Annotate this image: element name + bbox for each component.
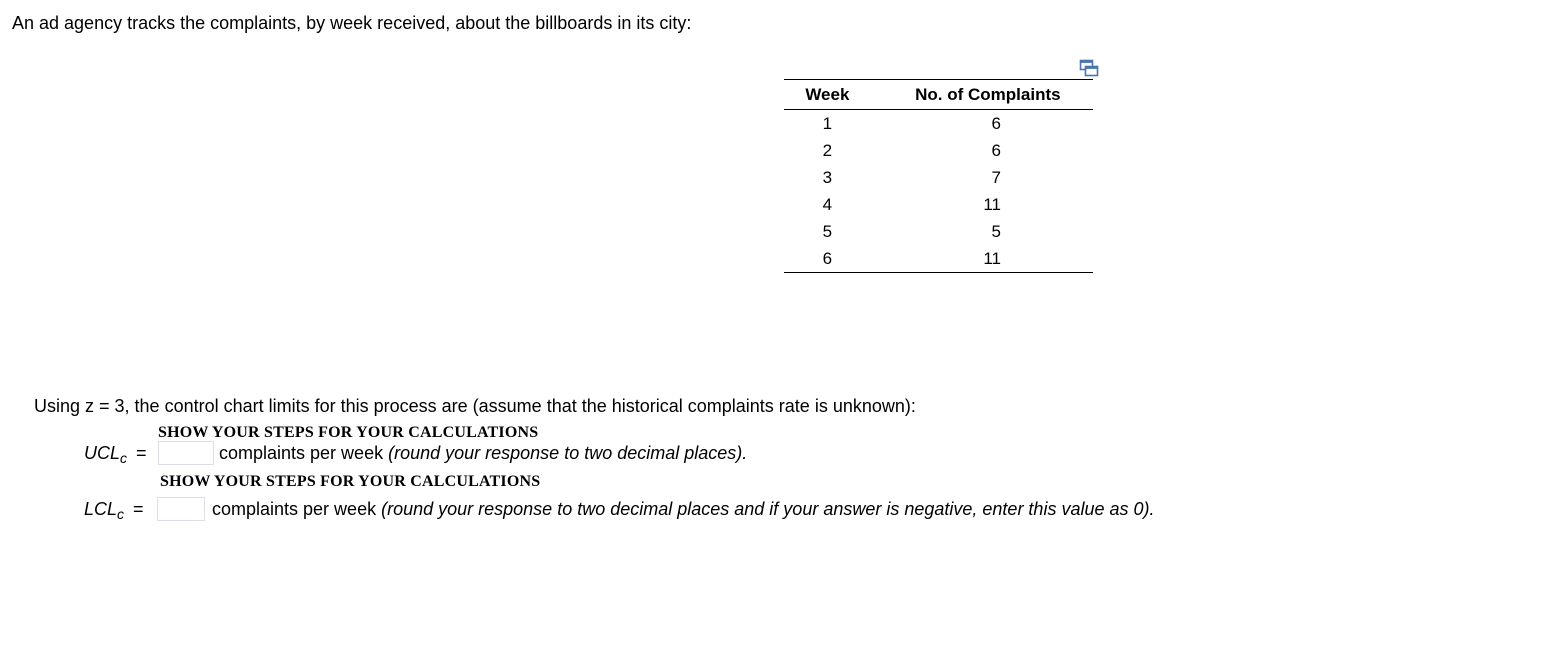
lcl-unit: complaints per week bbox=[212, 499, 377, 519]
complaints-table bbox=[784, 79, 1093, 273]
show-steps-note: SHOW YOUR STEPS FOR YOUR CALCULATIONS bbox=[158, 424, 539, 441]
header-week: Week bbox=[805, 84, 850, 104]
complaints-cell: 7 bbox=[991, 167, 1001, 187]
complaints-cell: 6 bbox=[991, 140, 1001, 160]
complaints-cell: 6 bbox=[991, 113, 1001, 133]
lcl-label-subscript: c bbox=[117, 506, 125, 522]
lcl-label-main: LCL bbox=[84, 499, 118, 519]
ucl-label-subscript: c bbox=[120, 450, 128, 466]
week-cell: 3 bbox=[822, 167, 833, 187]
week-cell: 1 bbox=[822, 113, 833, 133]
table-row bbox=[784, 164, 1093, 191]
lcl-label bbox=[84, 498, 124, 520]
ucl-input[interactable] bbox=[158, 441, 214, 465]
lcl-equals: = bbox=[133, 499, 144, 519]
week-cell: 2 bbox=[822, 140, 833, 160]
table-row bbox=[784, 137, 1093, 164]
lcl-instruction: (round your response to two decimal places and if your answer is negative, enter this value as 0). bbox=[381, 499, 1155, 519]
copy-table-icon[interactable] bbox=[1079, 59, 1099, 77]
lcl-input[interactable] bbox=[157, 497, 205, 521]
intro-text: An ad agency tracks the complaints, by week received, about the billboards in its city: bbox=[12, 13, 692, 33]
table-header-row bbox=[784, 80, 1093, 110]
question-text: Using z = 3, the control chart limits for this process are (assume that the historical complaints rate is unknown): bbox=[34, 396, 916, 416]
lcl-unit-text bbox=[212, 498, 1155, 520]
table-row bbox=[784, 218, 1093, 245]
ucl-unit-text bbox=[219, 442, 747, 464]
week-cell: 5 bbox=[822, 221, 833, 241]
header-complaints: No. of Complaints bbox=[915, 84, 1061, 104]
complaints-cell: 11 bbox=[983, 248, 1001, 268]
complaints-cell: 5 bbox=[991, 221, 1001, 241]
week-cell: 6 bbox=[822, 248, 833, 268]
ucl-label bbox=[84, 442, 127, 464]
show-steps-note: SHOW YOUR STEPS FOR YOUR CALCULATIONS bbox=[160, 473, 541, 490]
week-cell: 4 bbox=[822, 194, 833, 214]
complaints-cell: 11 bbox=[983, 194, 1001, 214]
ucl-equals: = bbox=[136, 443, 147, 463]
ucl-unit: complaints per week bbox=[219, 443, 384, 463]
ucl-label-main: UCL bbox=[84, 443, 121, 463]
table-row bbox=[784, 110, 1093, 138]
table-row bbox=[784, 191, 1093, 218]
ucl-instruction: (round your response to two decimal places). bbox=[388, 443, 748, 463]
table-row bbox=[784, 245, 1093, 273]
